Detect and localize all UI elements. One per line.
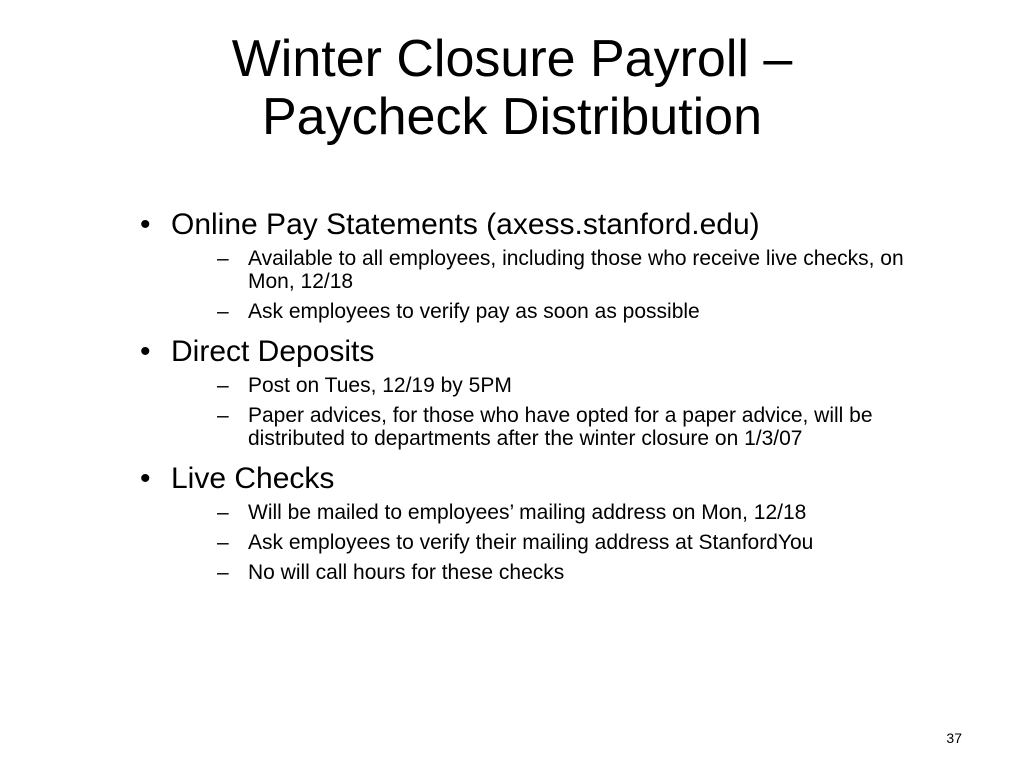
bullet-marker: • xyxy=(140,335,151,368)
sub-marker: – xyxy=(217,561,229,584)
sub-item-text: Ask employees to verify pay as soon as possible xyxy=(248,300,700,323)
bullet-marker: • xyxy=(140,208,151,241)
sub-item xyxy=(171,374,930,397)
bullet-direct-deposits xyxy=(140,334,930,450)
sub-list xyxy=(171,374,930,450)
sub-item xyxy=(171,501,930,524)
bullet-text: Direct Deposits xyxy=(171,335,375,368)
sub-item xyxy=(171,531,930,554)
sub-marker: – xyxy=(217,531,229,554)
sub-item-text: Post on Tues, 12/19 by 5PM xyxy=(248,374,512,397)
sub-marker: – xyxy=(217,374,229,397)
sub-item xyxy=(171,561,930,584)
sub-item xyxy=(171,404,930,450)
sub-marker: – xyxy=(217,300,229,323)
slide-title-line-1: Winter Closure Payroll – xyxy=(231,30,793,88)
sub-item-text: No will call hours for these checks xyxy=(248,561,565,584)
bullet-online-pay-statements xyxy=(140,207,930,323)
sub-marker: – xyxy=(217,501,229,524)
sub-marker: – xyxy=(217,247,229,270)
sub-list xyxy=(171,501,930,584)
sub-item-text: Ask employees to verify their mailing address at StanfordYou xyxy=(248,531,814,554)
slide-title-line-2: Paycheck Distribution xyxy=(262,88,762,146)
slide-title xyxy=(100,30,924,146)
sub-item xyxy=(171,300,930,323)
sub-list xyxy=(171,247,930,323)
bullet-live-checks xyxy=(140,461,930,584)
bullet-text: Live Checks xyxy=(171,462,335,495)
bullet-marker: • xyxy=(140,462,151,495)
slide-content xyxy=(140,207,930,584)
sub-item-text: Available to all employees, including those who receive live checks, on Mon, 12/18 xyxy=(248,247,904,293)
page-number: 37 xyxy=(946,730,962,746)
sub-item xyxy=(171,247,930,293)
sub-marker: – xyxy=(217,404,229,427)
sub-item-text: Paper advices, for those who have opted for a paper advice, will be distributed to departments after the winter closure on 1/3/07 xyxy=(248,404,873,450)
sub-item-text: Will be mailed to employees’ mailing address on Mon, 12/18 xyxy=(248,501,807,524)
bullet-text: Online Pay Statements (axess.stanford.edu) xyxy=(171,208,760,241)
